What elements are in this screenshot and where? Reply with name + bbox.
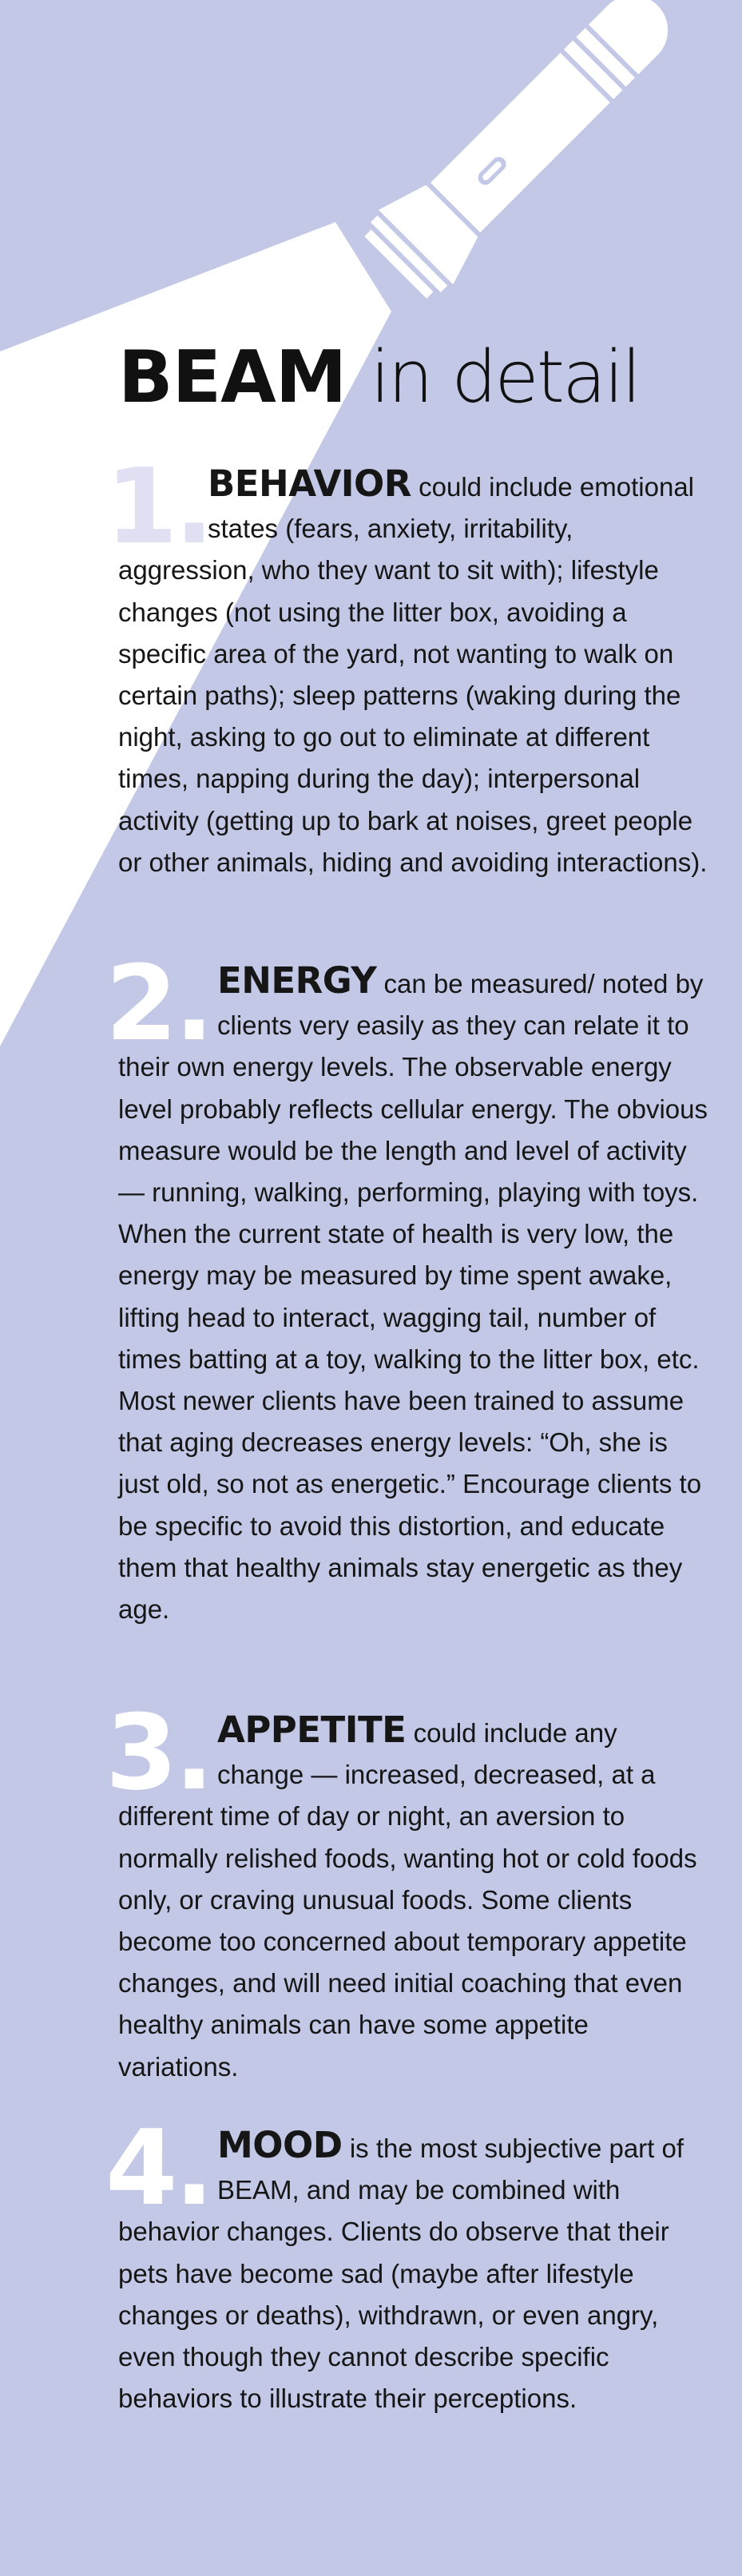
section-appetite — [105, 1692, 709, 2088]
section-text — [118, 2125, 709, 2419]
section-body: is the most subjective part of BEAM, and may be combined with behavior changes. Clients do observe that their pets have become sad (maybe after lifestyle changes or deaths), withdrawn, or even angry, even though they cannot describe specific behaviors to illustrate their perceptions. — [118, 2133, 684, 2414]
page-title — [118, 334, 639, 422]
section-text — [118, 1709, 709, 2088]
section-number: 3. — [105, 1692, 211, 1813]
section-heading: MOOD — [217, 2124, 343, 2166]
section-body: could include any change — increased, decreased, at a different time of day or night, an aversion to normally relished foods, wanting hot or cold foods only, or craving unusual foods. Some clients become too concerned about temporary appetite changes, and will need initial coaching that even healthy animals can have some appetite variations. — [118, 1718, 697, 2082]
section-mood — [105, 2107, 709, 2419]
section-body: can be measured/ noted by clients very easily as they can relate it to their own energy levels. The observable energy level probably reflects cellular energy. The obvious measure would be the length and level of activity — running, walking, performing, playing with toys. When the current state of health is very low, the energy may be measured by time spent awake, lifting head to interact, wagging tail, number of times batting at a toy, walking to the litter box, etc. Most newer clients have been trained to assume that aging decreases energy levels: “Oh, she is just old, so not as energetic.” Encourage clients to be specific to avoid this distortion, and educate them that healthy animals stay energetic as they age. — [118, 969, 708, 1625]
title-bold: BEAM — [118, 335, 347, 419]
section-number: 1. — [105, 446, 211, 567]
section-text — [118, 463, 709, 883]
section-heading: APPETITE — [217, 1709, 407, 1751]
flashlight-icon — [358, 0, 694, 305]
section-heading: BEHAVIOR — [208, 462, 411, 505]
section-heading: ENERGY — [217, 959, 377, 1002]
title-light: in detail — [370, 335, 640, 419]
section-body: could include emotional states (fears, anxiety, irritability, aggression, who they want to sit with); lifestyle changes (not using the litter box, avoiding a specific area of the yard, not wanting to walk on certain paths); sleep patterns (waking during the night, asking to go out to eliminate at different times, napping during the day); interpersonal activity (getting up to bark at noises, greet people or other animals, hiding and avoiding interactions). — [118, 472, 708, 877]
section-text — [118, 960, 709, 1630]
section-behavior — [105, 446, 709, 883]
section-energy — [105, 943, 709, 1630]
section-number: 4. — [105, 2107, 211, 2229]
section-number: 2. — [105, 943, 211, 1064]
